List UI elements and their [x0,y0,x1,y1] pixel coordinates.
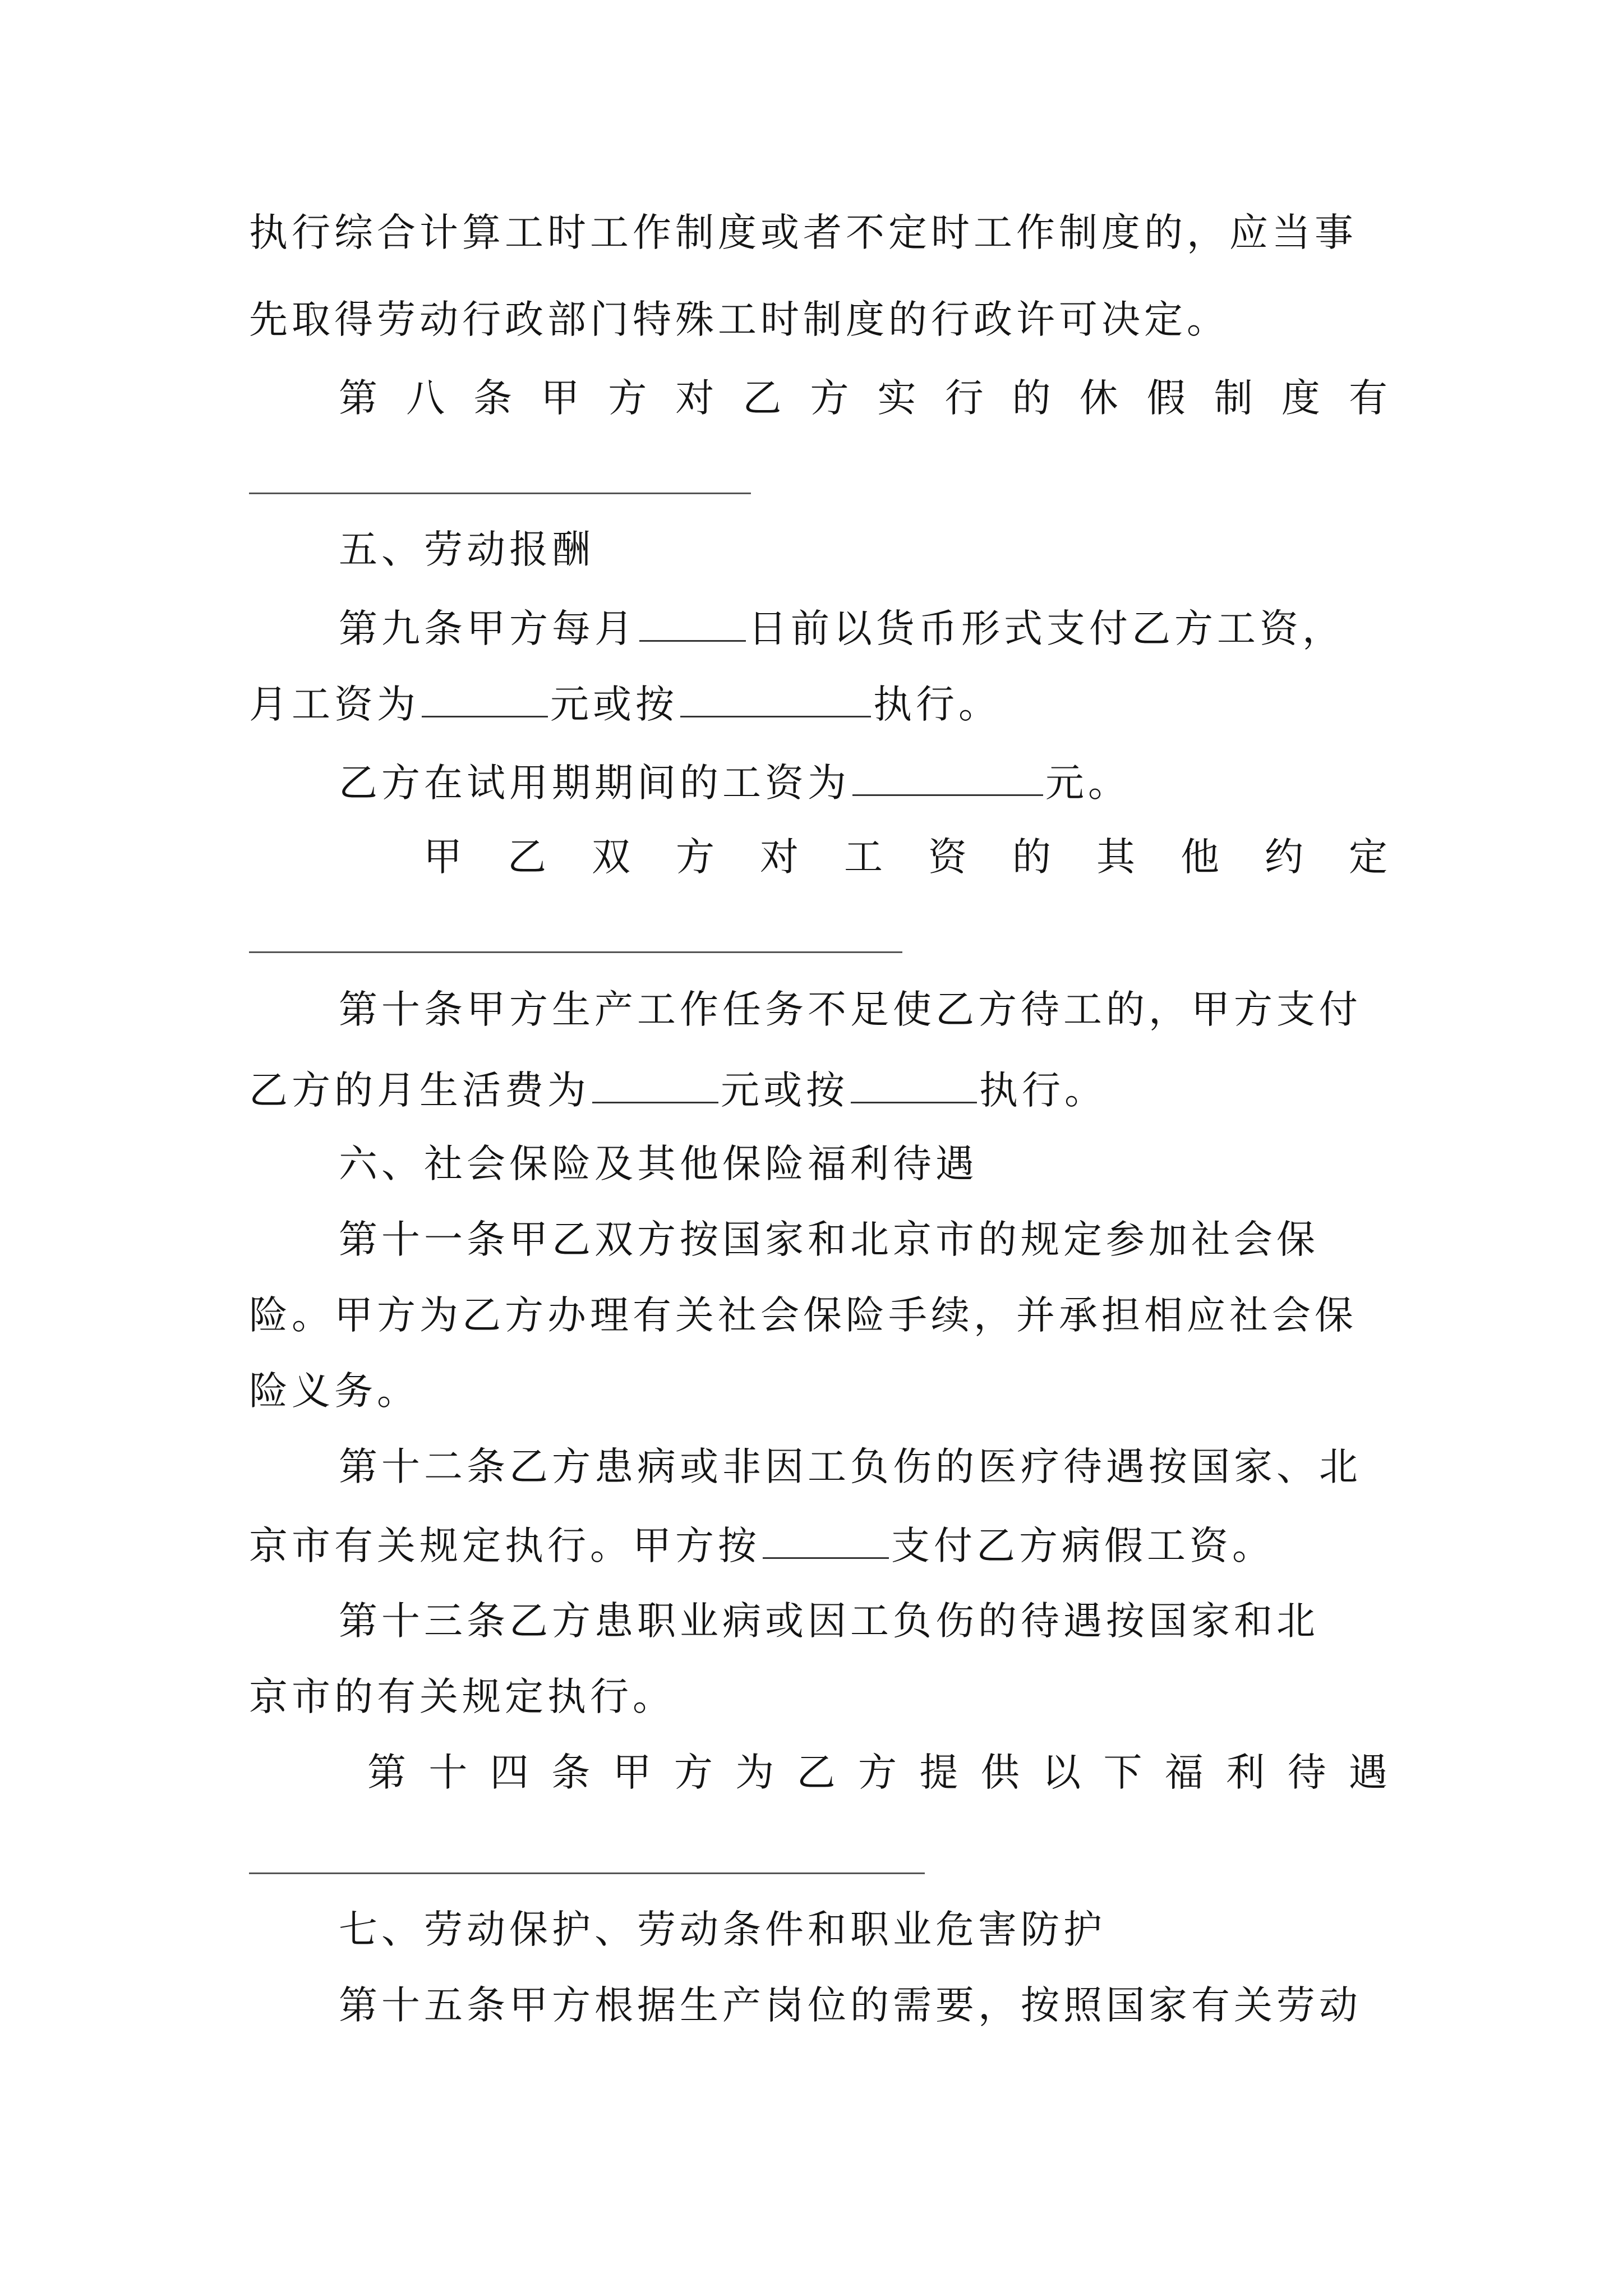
paragraph-line: 险。甲方为乙方办理有关社会保险手续，并承担相应社会保 [249,1293,1357,1338]
text-segment: 月工资为 [249,682,419,727]
blank-field [851,1059,977,1103]
spread-char: 制 [1214,376,1253,421]
fill-in-rule [249,1872,925,1874]
spread-char: 的 [1012,376,1051,421]
spread-char: 八 [406,376,445,421]
spread-char: 方 [810,376,849,421]
spread-char: 休 [1079,376,1118,421]
text-segment: 元或按 [721,1068,849,1113]
spread-char: 方 [858,1750,897,1795]
blank-field [852,752,1043,796]
spread-char: 有 [1348,376,1387,421]
spread-char: 方 [674,1750,713,1795]
fill-in-rule [249,951,902,953]
spread-char: 定 [1349,835,1387,880]
text-segment: 乙方的月生活费为 [249,1068,590,1113]
spread-char: 十 [428,1750,468,1795]
paragraph-line: 险义务。 [249,1369,419,1414]
article-12-line: 第十二条乙方患病或非因工负伤的医疗待遇按国家、北 [339,1444,1362,1489]
article-8-spread-line [339,370,1387,426]
spread-char: 条 [551,1750,591,1795]
spread-char: 为 [735,1750,774,1795]
text-segment: 元或按 [550,682,678,727]
spread-char: 提 [919,1750,958,1795]
spread-char: 行 [944,376,984,421]
spread-char: 条 [473,376,513,421]
spread-char: 待 [1287,1750,1326,1795]
spread-char: 以 [1042,1750,1081,1795]
spread-char: 的 [1012,835,1051,880]
spread-char: 他 [1181,835,1219,880]
spread-char: 度 [1281,376,1320,421]
salary-line [249,673,1387,729]
spread-char: 对 [675,376,714,421]
spread-char: 资 [928,835,967,880]
paragraph-line: 京市的有关规定执行。 [249,1674,675,1719]
spread-char: 方 [608,376,647,421]
text-segment: 第九条甲方每月 [339,606,637,651]
spread-char: 乙 [796,1750,836,1795]
spread-char: 四 [490,1750,529,1795]
spread-char: 双 [592,835,630,880]
spread-char: 遇 [1349,1750,1387,1795]
spread-char: 对 [760,835,799,880]
spread-char: 其 [1096,835,1135,880]
spread-char: 假 [1146,376,1186,421]
text-segment: 元。 [1045,761,1131,806]
blank-field [763,1515,889,1559]
section-heading-5: 五、劳动报酬 [339,527,594,572]
blank-field [592,1059,718,1103]
spread-char: 供 [980,1750,1020,1795]
spread-char: 实 [877,376,916,421]
article-14-spread-line [367,1745,1387,1801]
living-allowance-line [249,1059,1387,1115]
text-segment: 日前以货币形式支付乙方工资， [748,606,1345,651]
spread-char: 方 [676,835,714,880]
spread-char: 甲 [612,1750,652,1795]
other-agreement-spread-line [423,829,1387,885]
blank-field [422,673,548,717]
paragraph-line: 先取得劳动行政部门特殊工时制度的行政许可决定。 [249,297,1229,342]
spread-char: 甲 [423,835,462,880]
sick-pay-line [249,1515,1387,1571]
spread-char: 福 [1164,1750,1204,1795]
spread-char: 利 [1226,1750,1265,1795]
fill-in-rule [249,493,751,494]
spread-char: 乙 [743,376,782,421]
probation-salary-line [339,752,1387,808]
paragraph-line: 执行综合计算工时工作制度或者不定时工作制度的，应当事 [249,210,1357,255]
spread-char: 第 [367,1750,406,1795]
article-11-line: 第十一条甲乙双方按国家和北京市的规定参加社会保 [339,1217,1319,1262]
spread-char: 下 [1103,1750,1142,1795]
section-heading-7: 七、劳动保护、劳动条件和职业危害防护 [339,1907,1106,1952]
blank-field [639,597,746,642]
spread-char: 工 [844,835,883,880]
text-segment: 执行。 [979,1068,1107,1113]
text-segment: 执行。 [873,682,1001,727]
spread-char: 甲 [541,376,580,421]
article-15-line: 第十五条甲方根据生产岗位的需要，按照国家有关劳动 [339,1983,1362,2028]
spread-char: 乙 [508,835,546,880]
spread-char: 约 [1265,835,1303,880]
text-segment: 乙方在试用期期间的工资为 [339,761,850,806]
article-13-line: 第十三条乙方患职业病或因工负伤的待遇按国家和北 [339,1599,1319,1644]
article-9-line [339,597,1387,654]
text-segment: 京市有关规定执行。甲方按 [249,1524,760,1568]
article-10-line: 第十条甲方生产工作任务不足使乙方待工的，甲方支付 [339,987,1362,1032]
text-segment: 支付乙方病假工资。 [891,1524,1275,1568]
blank-field [680,673,871,717]
section-heading-6: 六、社会保险及其他保险福利待遇 [339,1142,978,1186]
spread-char: 第 [339,376,377,421]
